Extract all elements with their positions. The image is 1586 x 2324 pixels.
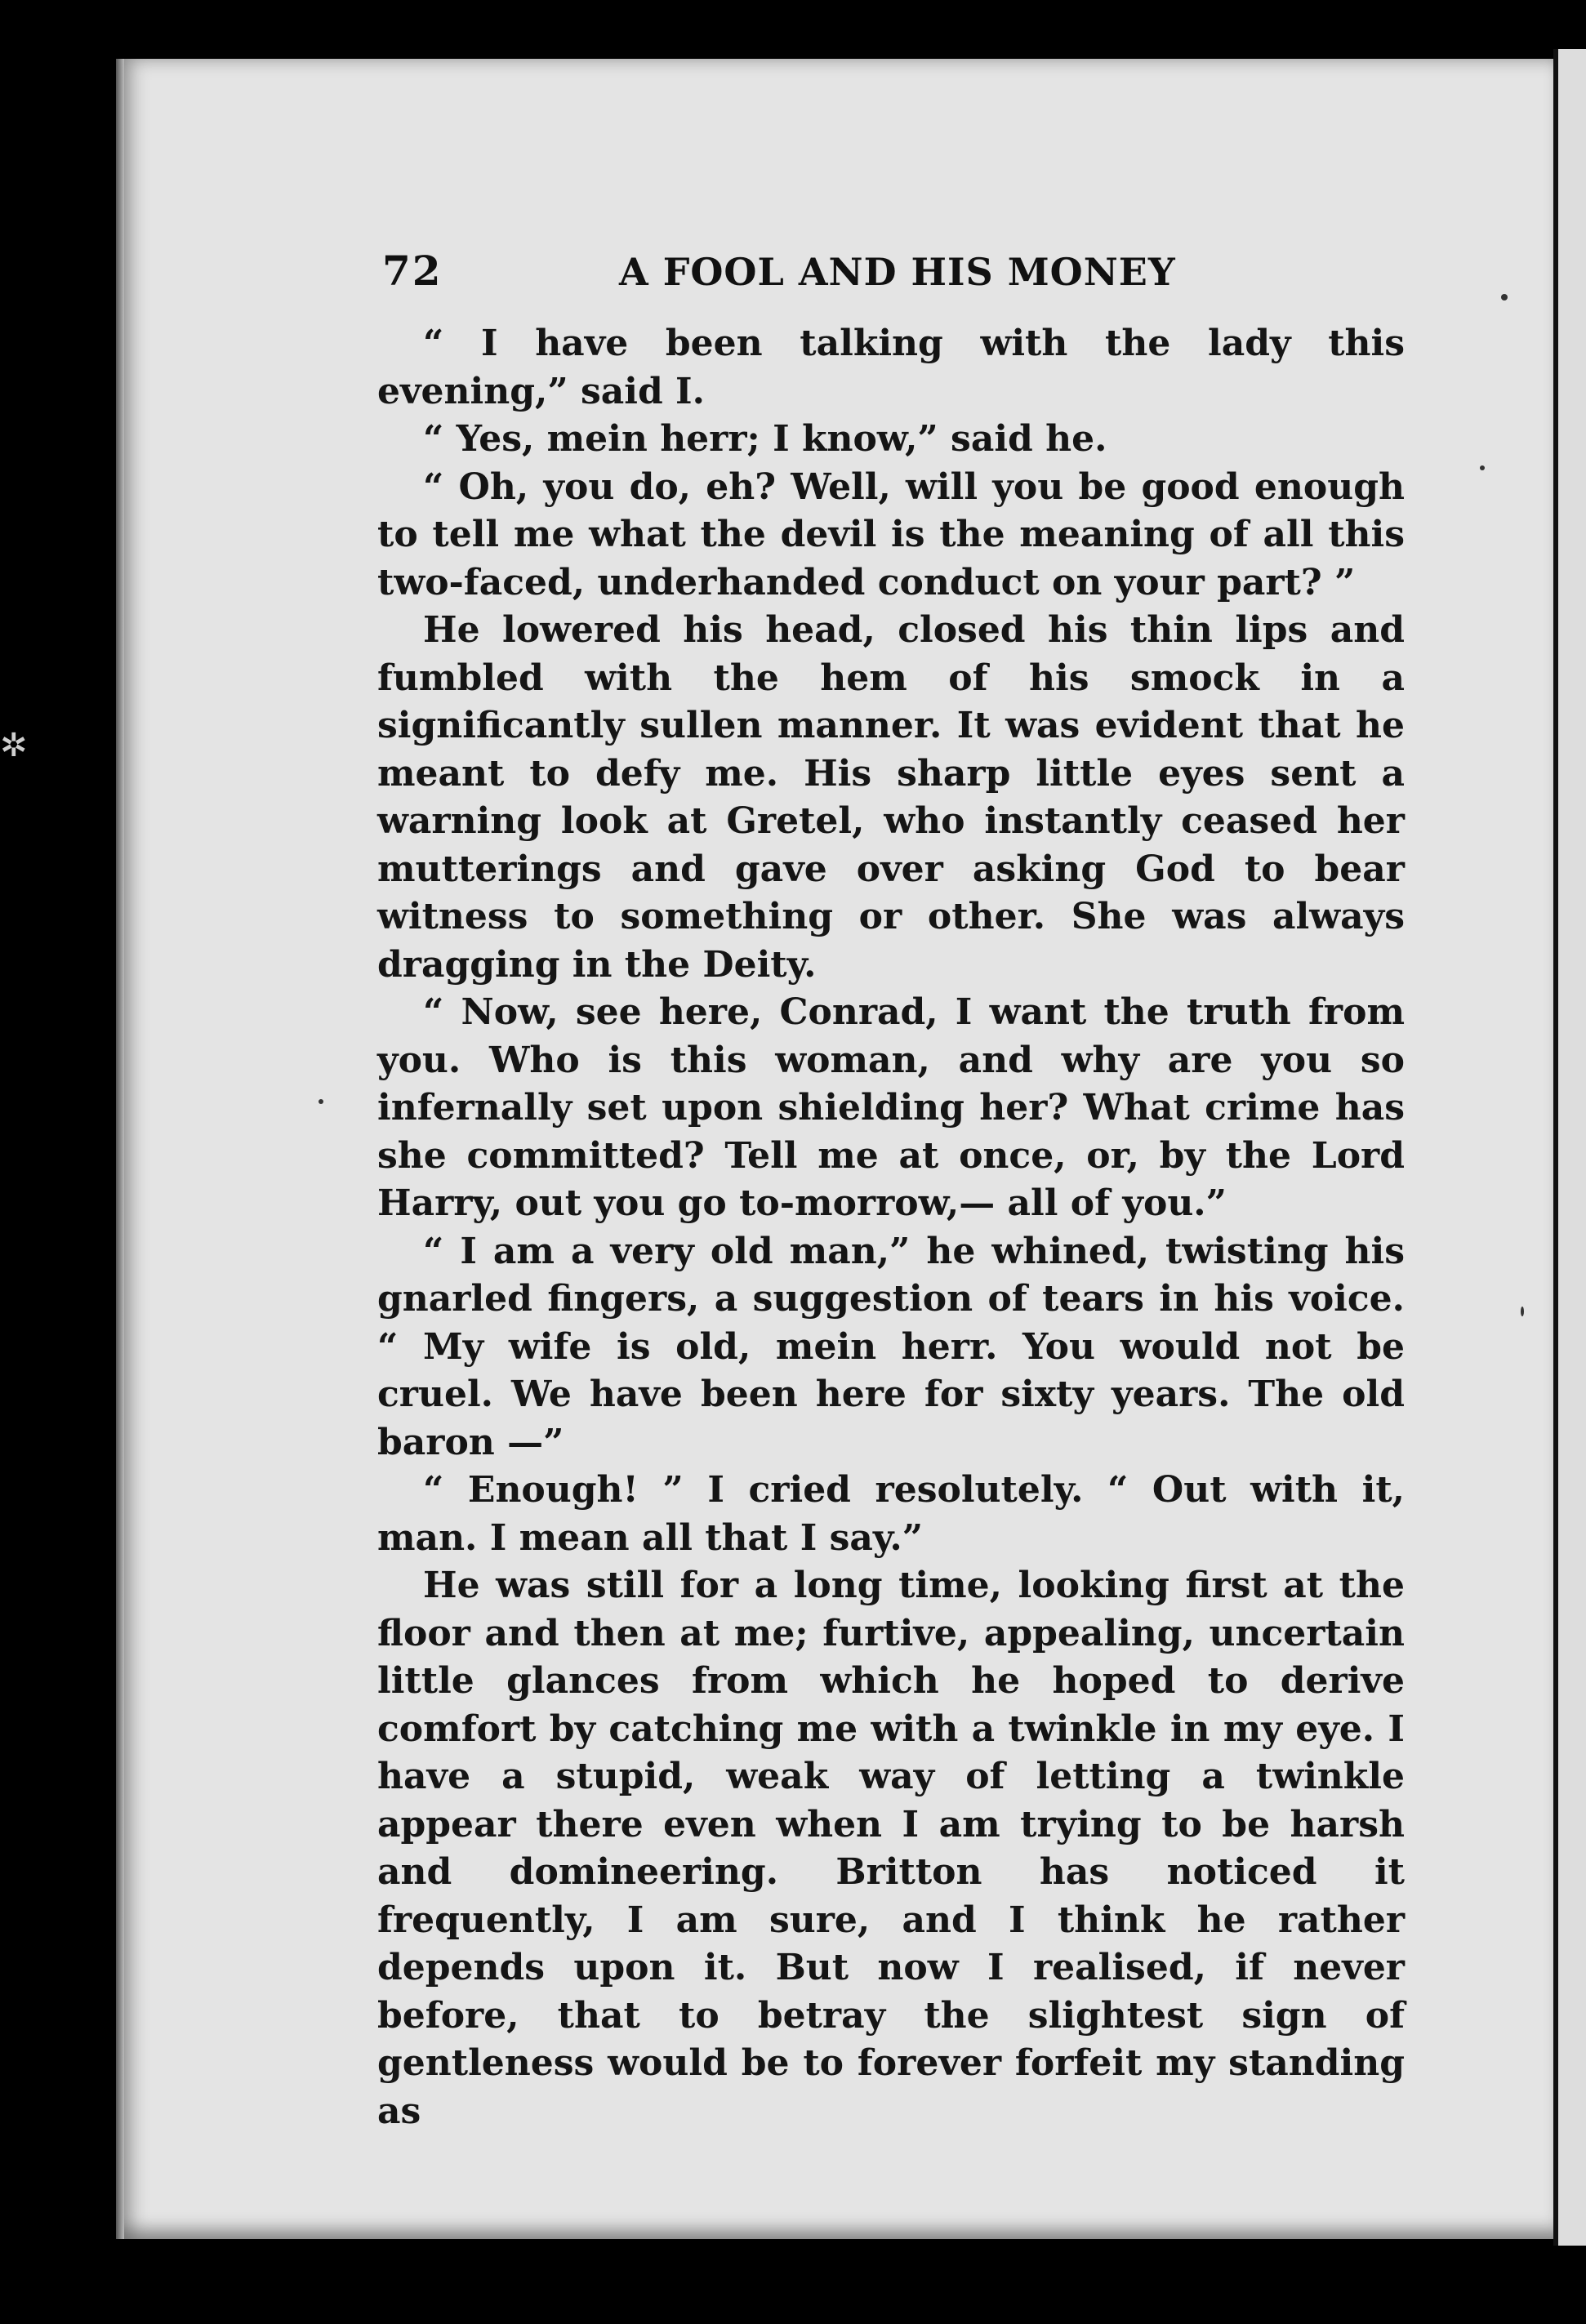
running-title: A FOOL AND HIS MONEY bbox=[619, 250, 1176, 294]
paragraph: “ Now, see here, Conrad, I want the truth from you. Who is this woman, and why are you so infernally set upon shielding her? What crime has she committed? Tell me at once, or, by the Lord Harry, out you go to-morrow,— all of you.” bbox=[377, 991, 1405, 1224]
paragraph: “ Oh, you do, eh? Well, will you be good enough to tell me what the devil is the meaning of all this two-faced, underhanded conduct on your part? ” bbox=[377, 465, 1405, 603]
paragraph: “ I have been talking with the lady this evening,” said I. bbox=[377, 323, 1405, 412]
page-number: 72 bbox=[382, 247, 443, 295]
paragraph: “ Yes, mein herr; I know,” said he. bbox=[423, 418, 1107, 460]
dust-speck bbox=[1480, 465, 1485, 470]
paragraph: He lowered his head, closed his thin lips and fumbled with the hem of his smock in a significantly sullen manner. It was evident that he meant to defy me. His sharp little eyes sent a warning look at Gretel, who instantly ceased her mutterings and gave over asking God to bear witness to something or other. She was always dragging in the Deity. bbox=[377, 609, 1405, 986]
paragraph: He was still for a long time, looking first at the floor and then at me; furtive, appealing, uncertain little glances from which he hoped to derive comfort by catching me with a twinkle in my eye. I have a stupid, weak way of letting a twinkle appear there even when I am trying to be harsh and domineering. Britton has noticed it frequently, I am sure, and I think he rather depends upon it. But now I realised, if never before, that to betray the slightest sign of gentleness would be to forever forfeit my standing as bbox=[377, 1565, 1405, 2132]
next-page-edge bbox=[1553, 49, 1586, 2246]
margin-smudge: ✲ bbox=[0, 727, 28, 764]
dust-speck bbox=[319, 1099, 323, 1104]
page-binding-shadow bbox=[116, 59, 124, 2239]
page-header bbox=[382, 247, 1408, 307]
dust-speck bbox=[1521, 1307, 1524, 1316]
paragraph: “ I am a very old man,” he whined, twisting his gnarled fingers, a suggestion of tears in his voice. “ My wife is old, mein herr. You would not be cruel. We have been here for sixty years. The old baron —” bbox=[377, 1230, 1405, 1463]
dust-speck bbox=[1501, 294, 1508, 301]
paragraph: “ Enough! ” I cried resolutely. “ Out with it, man. I mean all that I say.” bbox=[377, 1469, 1405, 1559]
body-text bbox=[377, 320, 1405, 2135]
